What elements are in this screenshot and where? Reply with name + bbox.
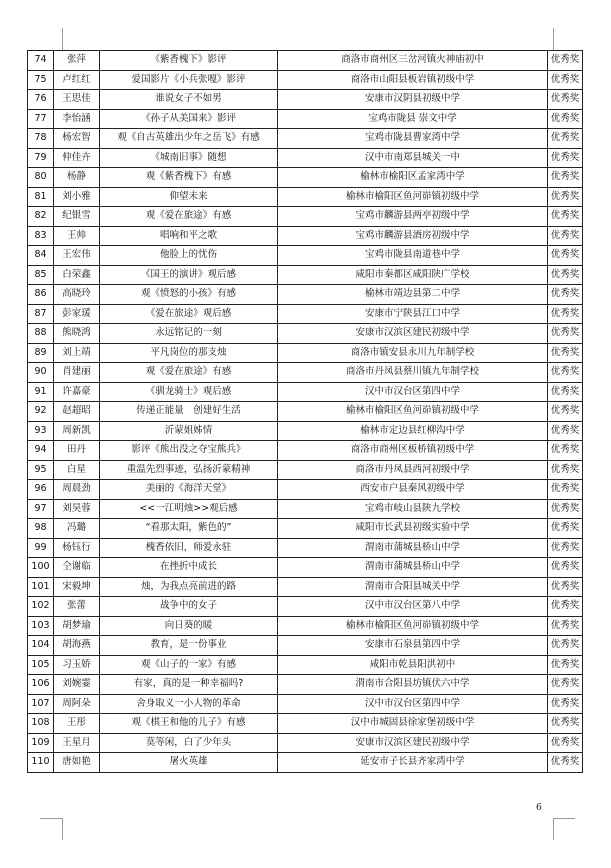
row-number: 102 — [28, 597, 54, 617]
row-number: 95 — [28, 460, 54, 480]
essay-title: 观《山子的一家》有感 — [100, 655, 278, 675]
award-level: 优秀奖 — [548, 90, 583, 110]
award-level: 优秀奖 — [548, 168, 583, 188]
row-number: 76 — [28, 90, 54, 110]
award-level: 优秀奖 — [548, 714, 583, 734]
essay-title: 他脸上的忧伤 — [100, 246, 278, 266]
school-name: 榆林市榆阳区孟家湾中学 — [278, 168, 548, 188]
school-name: 渭南市合阳县城关中学 — [278, 577, 548, 597]
award-level: 优秀奖 — [548, 577, 583, 597]
table-row — [28, 285, 583, 305]
award-level: 优秀奖 — [548, 675, 583, 695]
table-row — [28, 265, 583, 285]
row-number: 74 — [28, 51, 54, 71]
essay-title: 观《愤怒的小孩》有感 — [100, 285, 278, 305]
school-name: 宝鸡市岐山县陕九学校 — [278, 499, 548, 519]
award-list-table — [27, 50, 583, 773]
table-row — [28, 694, 583, 714]
award-level: 优秀奖 — [548, 343, 583, 363]
school-name: 商洛市丹凤县蔡川镇九年制学校 — [278, 363, 548, 383]
award-level: 优秀奖 — [548, 304, 583, 324]
row-number: 89 — [28, 343, 54, 363]
table-row — [28, 753, 583, 773]
table-row — [28, 597, 583, 617]
essay-title: 《驯龙骑士》观后感 — [100, 382, 278, 402]
table-row — [28, 421, 583, 441]
school-name: 渭南市蒲城县桥山中学 — [278, 538, 548, 558]
award-level: 优秀奖 — [548, 597, 583, 617]
student-name: 杨静 — [54, 168, 100, 188]
student-name: 唐如艳 — [54, 753, 100, 773]
row-number: 104 — [28, 636, 54, 656]
table-row — [28, 733, 583, 753]
table-row — [28, 187, 583, 207]
table-row — [28, 714, 583, 734]
essay-title: 莫等闲，白了少年头 — [100, 733, 278, 753]
school-name: 延安市子长县齐家湾中学 — [278, 753, 548, 773]
school-name: 安康市宁陕县江口中学 — [278, 304, 548, 324]
school-name: 安康市汉滨区建民初级中学 — [278, 324, 548, 344]
student-name: 高晓玲 — [54, 285, 100, 305]
student-name: 李怡涵 — [54, 109, 100, 129]
student-name: 仲佳卉 — [54, 148, 100, 168]
row-number: 77 — [28, 109, 54, 129]
school-name: 汉中市南郑县城关一中 — [278, 148, 548, 168]
student-name: 周新凯 — [54, 421, 100, 441]
award-level: 优秀奖 — [548, 655, 583, 675]
essay-title: 屠火英雄 — [100, 753, 278, 773]
school-name: 西安市户县秦风初级中学 — [278, 480, 548, 500]
table-row — [28, 168, 583, 188]
table-row — [28, 499, 583, 519]
student-name: 王帅 — [54, 226, 100, 246]
student-name: 仝谢临 — [54, 558, 100, 578]
award-level: 优秀奖 — [548, 519, 583, 539]
award-level: 优秀奖 — [548, 265, 583, 285]
award-level: 优秀奖 — [548, 402, 583, 422]
award-level: 优秀奖 — [548, 51, 583, 71]
award-level: 优秀奖 — [548, 324, 583, 344]
crop-mark-top-left-v — [62, 28, 63, 50]
student-name: 杨钰行 — [54, 538, 100, 558]
essay-title: 美丽的《海洋天堂》 — [100, 480, 278, 500]
award-level: 优秀奖 — [548, 421, 583, 441]
essay-title: 仰望未来 — [100, 187, 278, 207]
school-name: 榆林市榆阳区鱼河峁镇初级中学 — [278, 402, 548, 422]
row-number: 101 — [28, 577, 54, 597]
award-level: 优秀奖 — [548, 733, 583, 753]
table-row — [28, 538, 583, 558]
award-level: 优秀奖 — [548, 187, 583, 207]
table-row — [28, 324, 583, 344]
table-row — [28, 226, 583, 246]
student-name: 王星月 — [54, 733, 100, 753]
table-row — [28, 90, 583, 110]
award-level: 优秀奖 — [548, 499, 583, 519]
student-name: 田丹 — [54, 441, 100, 461]
award-level: 优秀奖 — [548, 753, 583, 773]
table-row — [28, 558, 583, 578]
essay-title: 槐香依旧，师爱永驻 — [100, 538, 278, 558]
row-number: 97 — [28, 499, 54, 519]
essay-title: 有家，真的是一种幸福吗? — [100, 675, 278, 695]
row-number: 108 — [28, 714, 54, 734]
essay-title: 战争中的女子 — [100, 597, 278, 617]
student-name: 胡海燕 — [54, 636, 100, 656]
award-level: 优秀奖 — [548, 207, 583, 227]
table-row — [28, 480, 583, 500]
award-level: 优秀奖 — [548, 616, 583, 636]
student-name: 卢红红 — [54, 70, 100, 90]
school-name: 宝鸡市麟游县酒房初级中学 — [278, 226, 548, 246]
row-number: 90 — [28, 363, 54, 383]
row-number: 83 — [28, 226, 54, 246]
row-number: 98 — [28, 519, 54, 539]
student-name: 周阿朵 — [54, 694, 100, 714]
row-number: 81 — [28, 187, 54, 207]
award-level: 优秀奖 — [548, 636, 583, 656]
table-row — [28, 636, 583, 656]
school-name: 咸阳市乾县阳洪初中 — [278, 655, 548, 675]
school-name: 咸阳市秦都区咸阳陕广学校 — [278, 265, 548, 285]
award-level: 优秀奖 — [548, 148, 583, 168]
essay-title: 爱国影片《小兵张嘎》影评 — [100, 70, 278, 90]
award-level: 优秀奖 — [548, 363, 583, 383]
student-name: 刘昊蓉 — [54, 499, 100, 519]
school-name: 渭南市合阳县坊镇伏六中学 — [278, 675, 548, 695]
essay-title: 谁说女子不如男 — [100, 90, 278, 110]
table-row — [28, 109, 583, 129]
row-number: 87 — [28, 304, 54, 324]
row-number: 78 — [28, 129, 54, 149]
row-number: 91 — [28, 382, 54, 402]
table-row — [28, 460, 583, 480]
essay-title: 向日葵的暖 — [100, 616, 278, 636]
row-number: 82 — [28, 207, 54, 227]
award-level: 优秀奖 — [548, 441, 583, 461]
award-level: 优秀奖 — [548, 70, 583, 90]
student-name: 白星 — [54, 460, 100, 480]
row-number: 75 — [28, 70, 54, 90]
table-row — [28, 343, 583, 363]
student-name: 杨宏智 — [54, 129, 100, 149]
student-name: 许嘉豪 — [54, 382, 100, 402]
essay-title: 《爱在旅途》观后感 — [100, 304, 278, 324]
row-number: 94 — [28, 441, 54, 461]
school-name: 宝鸡市陇县南道巷中学 — [278, 246, 548, 266]
table-row — [28, 129, 583, 149]
school-name: 榆林市榆阳区鱼河峁镇初级中学 — [278, 187, 548, 207]
row-number: 106 — [28, 675, 54, 695]
award-level: 优秀奖 — [548, 285, 583, 305]
table-row — [28, 402, 583, 422]
table-row — [28, 382, 583, 402]
essay-title: 观《爱在旅途》有感 — [100, 363, 278, 383]
table-row — [28, 519, 583, 539]
row-number: 100 — [28, 558, 54, 578]
row-number: 86 — [28, 285, 54, 305]
award-level: 优秀奖 — [548, 246, 583, 266]
school-name: 汉中市城固县徐家堡初级中学 — [278, 714, 548, 734]
row-number: 103 — [28, 616, 54, 636]
essay-title: 教育，是一份事业 — [100, 636, 278, 656]
school-name: 宝鸡市麟游县两亭初级中学 — [278, 207, 548, 227]
essay-title: 在挫折中成长 — [100, 558, 278, 578]
student-name: 冯璐 — [54, 519, 100, 539]
table-row — [28, 675, 583, 695]
essay-title: 唱响和平之歌 — [100, 226, 278, 246]
page-number: 6 — [536, 803, 542, 813]
award-level: 优秀奖 — [548, 382, 583, 402]
row-number: 85 — [28, 265, 54, 285]
table-row — [28, 51, 583, 71]
essay-title: 《城南旧事》随想 — [100, 148, 278, 168]
essay-title: “看那太阳，紫色的” — [100, 519, 278, 539]
row-number: 93 — [28, 421, 54, 441]
student-name: 纪银雪 — [54, 207, 100, 227]
row-number: 99 — [28, 538, 54, 558]
essay-title: 观《紫香槐下》有感 — [100, 168, 278, 188]
student-name: 周晨劲 — [54, 480, 100, 500]
table-row — [28, 577, 583, 597]
essay-title: 观《爱在旅途》有感 — [100, 207, 278, 227]
student-name: 张蕾 — [54, 597, 100, 617]
award-level: 优秀奖 — [548, 694, 583, 714]
essay-title: 影评《熊出没之夺宝熊兵》 — [100, 441, 278, 461]
school-name: 宝鸡市陇县曹家湾中学 — [278, 129, 548, 149]
school-name: 咸阳市长武县初级实验中学 — [278, 519, 548, 539]
award-level: 优秀奖 — [548, 558, 583, 578]
table-row — [28, 655, 583, 675]
school-name: 安康市汉阴县初级中学 — [278, 90, 548, 110]
school-name: 商洛市镇安县永川九年制学校 — [278, 343, 548, 363]
table-row — [28, 148, 583, 168]
student-name: 宋毅坤 — [54, 577, 100, 597]
student-name: 王思佳 — [54, 90, 100, 110]
student-name: 习玉娇 — [54, 655, 100, 675]
row-number: 107 — [28, 694, 54, 714]
award-level: 优秀奖 — [548, 480, 583, 500]
table-row — [28, 441, 583, 461]
student-name: 王彤 — [54, 714, 100, 734]
award-level: 优秀奖 — [548, 226, 583, 246]
table-row — [28, 246, 583, 266]
row-number: 110 — [28, 753, 54, 773]
essay-title: 《国王的演讲》观后感 — [100, 265, 278, 285]
row-number: 79 — [28, 148, 54, 168]
award-level: 优秀奖 — [548, 460, 583, 480]
row-number: 96 — [28, 480, 54, 500]
essay-title: 观《棋王和他的儿子》有感 — [100, 714, 278, 734]
crop-mark-bottom-left-v — [62, 818, 63, 840]
student-name: 白荣鑫 — [54, 265, 100, 285]
crop-mark-bottom-right-h — [553, 818, 575, 819]
student-name: 王宏伟 — [54, 246, 100, 266]
table-row — [28, 363, 583, 383]
school-name: 商洛市商州区三岔河镇火神庙初中 — [278, 51, 548, 71]
row-number: 80 — [28, 168, 54, 188]
row-number: 88 — [28, 324, 54, 344]
school-name: 榆林市定边县红柳沟中学 — [278, 421, 548, 441]
essay-title: 《紫香槐下》影评 — [100, 51, 278, 71]
award-list-body — [28, 51, 583, 773]
crop-mark-bottom-left-h — [40, 818, 62, 819]
essay-title: 《孙子从美国来》影评 — [100, 109, 278, 129]
award-level: 优秀奖 — [548, 109, 583, 129]
essay-title: 重温先烈事迹，弘扬沂蒙精神 — [100, 460, 278, 480]
essay-title: 观《自古英雄出少年之岳飞》有感 — [100, 129, 278, 149]
table-row — [28, 304, 583, 324]
school-name: 榆林市靖边县第二中学 — [278, 285, 548, 305]
school-name: 商洛市商州区板桥镇初级中学 — [278, 441, 548, 461]
student-name: 熊晓鸿 — [54, 324, 100, 344]
row-number: 105 — [28, 655, 54, 675]
award-level: 优秀奖 — [548, 129, 583, 149]
student-name: 胡梦瑜 — [54, 616, 100, 636]
school-name: 安康市汉滨区建民初级中学 — [278, 733, 548, 753]
table-row — [28, 616, 583, 636]
school-name: 商洛市丹凤县西河初级中学 — [278, 460, 548, 480]
school-name: 汉中市汉台区第四中学 — [278, 694, 548, 714]
student-name: 刘小雅 — [54, 187, 100, 207]
school-name: 商洛市山阳县板岩镇初级中学 — [278, 70, 548, 90]
row-number: 92 — [28, 402, 54, 422]
table-row — [28, 207, 583, 227]
essay-title: <<一江明烛>>观后感 — [100, 499, 278, 519]
student-name: 刘婉霎 — [54, 675, 100, 695]
school-name: 安康市石泉县第四中学 — [278, 636, 548, 656]
school-name: 宝鸡市陇县 崇文中学 — [278, 109, 548, 129]
row-number: 84 — [28, 246, 54, 266]
essay-title: 沂蒙姐姊情 — [100, 421, 278, 441]
crop-mark-bottom-right-v — [553, 818, 554, 840]
row-number: 109 — [28, 733, 54, 753]
student-name: 彭家瑗 — [54, 304, 100, 324]
student-name: 刘上靖 — [54, 343, 100, 363]
essay-title: 舍身取义一小人物的革命 — [100, 694, 278, 714]
student-name: 张萍 — [54, 51, 100, 71]
essay-title: 平凡岗位的那支烛 — [100, 343, 278, 363]
school-name: 榆林市榆阳区鱼河峁镇初级中学 — [278, 616, 548, 636]
essay-title: 烛，为我点亮前进的路 — [100, 577, 278, 597]
table-row — [28, 70, 583, 90]
school-name: 汉中市汉台区第四中学 — [278, 382, 548, 402]
essay-title: 永远铭记的一刻 — [100, 324, 278, 344]
student-name: 赵超昭 — [54, 402, 100, 422]
student-name: 肖建丽 — [54, 363, 100, 383]
crop-mark-top-right-v — [553, 28, 554, 50]
award-level: 优秀奖 — [548, 538, 583, 558]
school-name: 渭南市蒲城县桥山中学 — [278, 558, 548, 578]
essay-title: 传递正能量 创建好生活 — [100, 402, 278, 422]
school-name: 汉中市汉台区第八中学 — [278, 597, 548, 617]
